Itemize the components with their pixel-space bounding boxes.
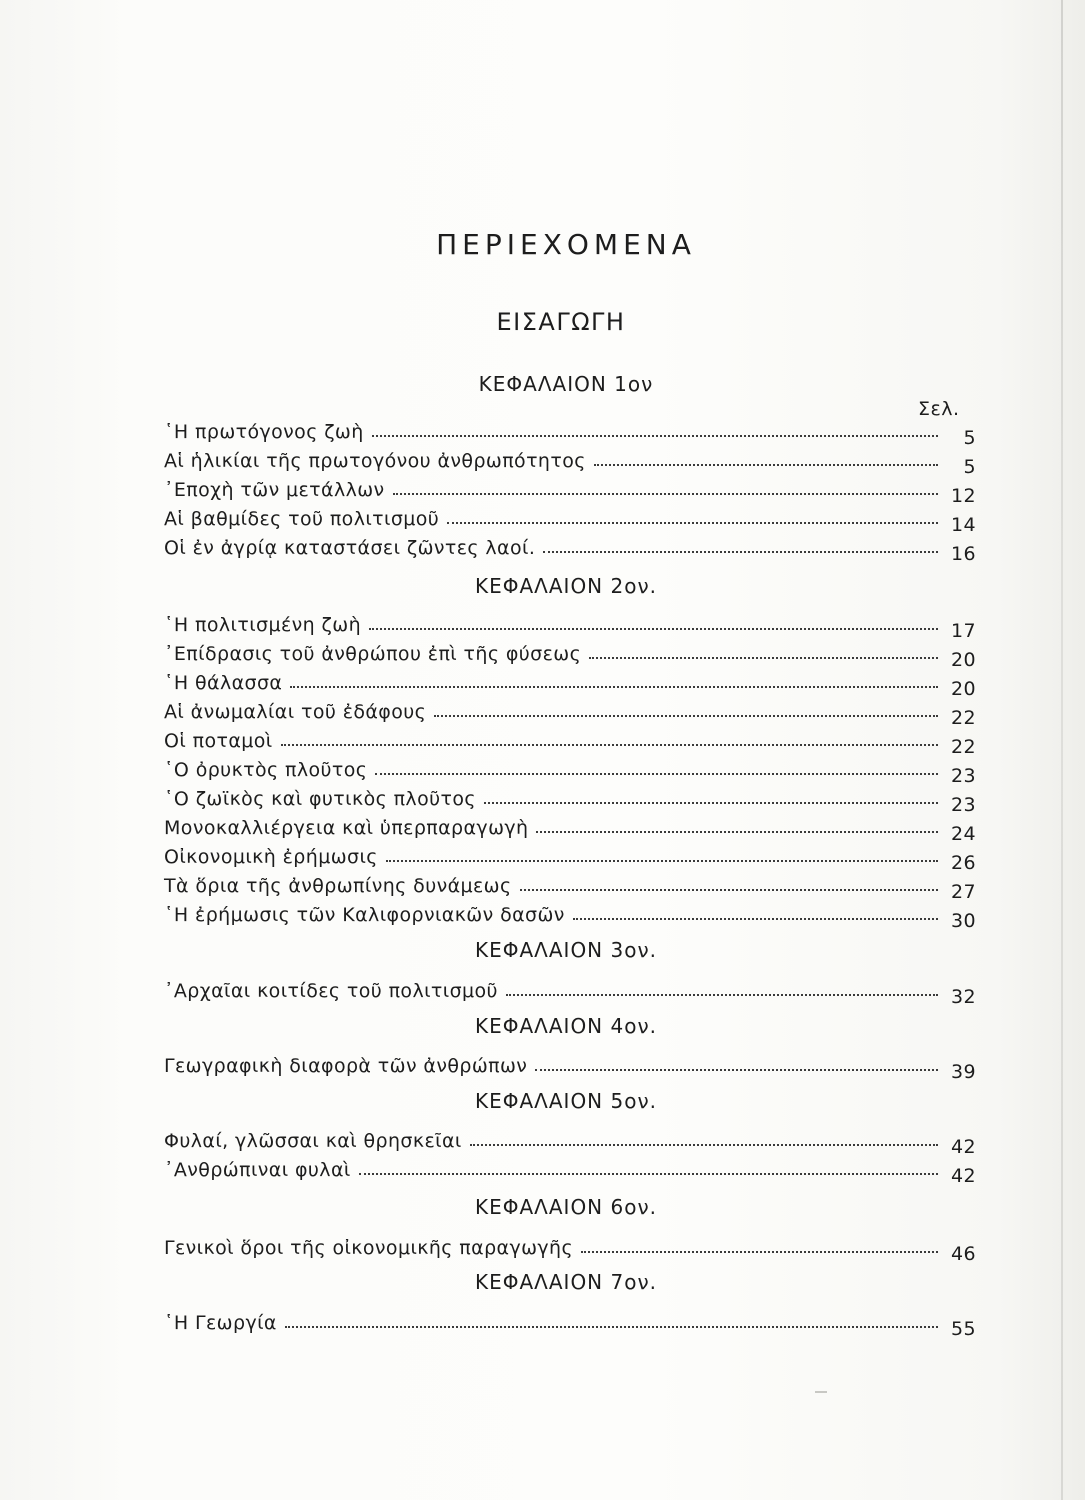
leader-dots <box>484 802 938 804</box>
leader-dots <box>372 435 938 437</box>
leader-dots <box>470 1144 938 1146</box>
contents-title: ΠΕΡΙΕΧΟΜΕΝΑ <box>436 228 696 261</box>
leader-dots <box>594 464 938 466</box>
leader-dots <box>290 686 938 688</box>
chapter-heading: ΚΕΦΑΛΑΙΟΝ 5ον. <box>475 1089 657 1113</box>
toc-entry-title: Αἱ ἀνωμαλίαι τοῦ ἐδάφους <box>164 701 427 723</box>
toc-entry-title: ῾Η θάλασσα <box>164 672 283 694</box>
toc-entry-title: ᾽Ανθρώπιναι φυλαὶ <box>164 1159 351 1181</box>
toc-entry-title: ᾽Εποχὴ τῶν μετάλλων <box>164 479 385 501</box>
toc-entry[interactable] <box>164 637 976 671</box>
toc-entry-page: 12 <box>951 485 976 507</box>
toc-entry[interactable] <box>164 811 976 845</box>
toc-entry-title: Τὰ ὅρια τῆς ἀνθρωπίνης δυνάμεως <box>164 875 512 897</box>
toc-entry-title: Αἱ βαθμίδες τοῦ πολιτισμοῦ <box>164 508 440 530</box>
toc-entry-title: ᾽Αρχαῖαι κοιτίδες τοῦ πολιτισμοῦ <box>164 980 498 1002</box>
toc-entry-page: 17 <box>951 620 976 642</box>
toc-entry[interactable] <box>164 1049 976 1083</box>
leader-dots <box>543 551 938 553</box>
toc-entry[interactable] <box>164 1124 976 1158</box>
print-mark <box>815 1391 827 1393</box>
toc-entry[interactable] <box>164 974 976 1008</box>
toc-entry-page: 30 <box>951 910 976 932</box>
toc-entry-title: ῾Ο ὀρυκτὸς πλοῦτος <box>164 759 368 781</box>
leader-dots <box>589 657 938 659</box>
chapter-heading: ΚΕΦΑΛΑΙΟΝ 4ον. <box>475 1014 657 1038</box>
toc-entry-page: 26 <box>951 852 976 874</box>
toc-entry-title: ᾽Επίδρασις τοῦ ἀνθρώπου ἐπὶ τῆς φύσεως <box>164 643 582 665</box>
toc-entry-page: 23 <box>951 794 976 816</box>
toc-entry-page: 32 <box>951 986 976 1008</box>
toc-entry-page: 5 <box>963 456 976 478</box>
toc-entry-page: 5 <box>963 427 976 449</box>
chapter-heading: ΚΕΦΑΛΑΙΟΝ 3ον. <box>475 938 657 962</box>
leader-dots <box>506 994 938 996</box>
toc-entry-title: ῾Ο ζωϊκὸς καὶ φυτικὸς πλοῦτος <box>164 788 476 810</box>
toc-entry-title: ῾Η πολιτισμένη ζωὴ <box>164 614 362 636</box>
toc-entry-title: Οἱ ἐν ἀγρίᾳ καταστάσει ζῶντες λαοί. <box>164 537 536 559</box>
toc-entry[interactable] <box>164 444 976 478</box>
toc-entry-page: 27 <box>951 881 976 903</box>
leader-dots <box>536 831 938 833</box>
leader-dots <box>281 744 938 746</box>
leader-dots <box>375 773 938 775</box>
toc-entry-page: 24 <box>951 823 976 845</box>
toc-entry[interactable] <box>164 502 976 536</box>
chapter-heading: ΚΕΦΑΛΑΙΟΝ 6ον. <box>475 1195 657 1219</box>
toc-entry[interactable] <box>164 1306 976 1340</box>
toc-entry[interactable] <box>164 666 976 700</box>
toc-entry[interactable] <box>164 840 976 874</box>
toc-entry-page: 14 <box>951 514 976 536</box>
leader-dots <box>573 918 938 920</box>
toc-entry[interactable] <box>164 753 976 787</box>
toc-entry-title: Αἱ ἡλικίαι τῆς πρωτογόνου ἀνθρωπότητος <box>164 450 586 472</box>
toc-entry[interactable] <box>164 724 976 758</box>
leader-dots <box>447 522 938 524</box>
toc-entry[interactable] <box>164 1153 976 1187</box>
leader-dots <box>369 628 938 630</box>
leader-dots <box>393 493 938 495</box>
toc-entry-title: Γεωγραφικὴ διαφορὰ τῶν ἀνθρώπων <box>164 1055 528 1077</box>
toc-entry[interactable] <box>164 898 976 932</box>
leader-dots <box>520 889 938 891</box>
chapter-heading: ΚΕΦΑΛΑΙΟΝ 1ον <box>478 372 654 396</box>
toc-entry-title: ῾Η πρωτόγονος ζωὴ <box>164 421 364 443</box>
toc-entry[interactable] <box>164 782 976 816</box>
toc-entry[interactable] <box>164 608 976 642</box>
leader-dots <box>581 1251 938 1253</box>
toc-entry-title: Φυλαί, γλῶσσαι καὶ θρησκεῖαι <box>164 1130 462 1152</box>
toc-entry[interactable] <box>164 1231 976 1265</box>
page-column-label: Σελ. <box>918 398 960 420</box>
toc-entry[interactable] <box>164 869 976 903</box>
chapter-heading: ΚΕΦΑΛΑΙΟΝ 2ον. <box>475 574 657 598</box>
toc-entry-page: 20 <box>951 649 976 671</box>
toc-entry[interactable] <box>164 473 976 507</box>
toc-entry[interactable] <box>164 415 976 449</box>
toc-entry[interactable] <box>164 531 976 565</box>
leader-dots <box>535 1069 938 1071</box>
toc-entry-title: Οἱ ποταμοὶ <box>164 730 273 752</box>
toc-entry-page: 20 <box>951 678 976 700</box>
toc-entry[interactable] <box>164 695 976 729</box>
leader-dots <box>386 860 938 862</box>
introduction-heading: ΕΙΣΑΓΩΓΗ <box>496 308 626 336</box>
toc-entry-page: 42 <box>951 1165 976 1187</box>
toc-entry-page: 46 <box>951 1243 976 1265</box>
toc-entry-page: 22 <box>951 707 976 729</box>
toc-entry-page: 39 <box>951 1061 976 1083</box>
leader-dots <box>359 1173 938 1175</box>
toc-entry-title: ῾Η Γεωργία <box>164 1312 277 1334</box>
leader-dots <box>434 715 938 717</box>
toc-entry-title: Μονοκαλλιέργεια καὶ ὑπερπαραγωγὴ <box>164 817 529 839</box>
toc-entry-page: 22 <box>951 736 976 758</box>
toc-entry-title: Γενικοὶ ὅροι τῆς οἰκονομικῆς παραγωγῆς <box>164 1237 574 1259</box>
toc-entry-page: 16 <box>951 543 976 565</box>
toc-entry-page: 42 <box>951 1136 976 1158</box>
leader-dots <box>285 1326 938 1328</box>
toc-entry-title: Οἰκονομικὴ ἐρήμωσις <box>164 846 378 868</box>
toc-entry-page: 55 <box>951 1318 976 1340</box>
toc-entry-title: ῾Η ἐρήμωσις τῶν Καλιφορνιακῶν δασῶν <box>164 904 565 926</box>
toc-entry-page: 23 <box>951 765 976 787</box>
chapter-heading: ΚΕΦΑΛΑΙΟΝ 7ον. <box>475 1270 657 1294</box>
